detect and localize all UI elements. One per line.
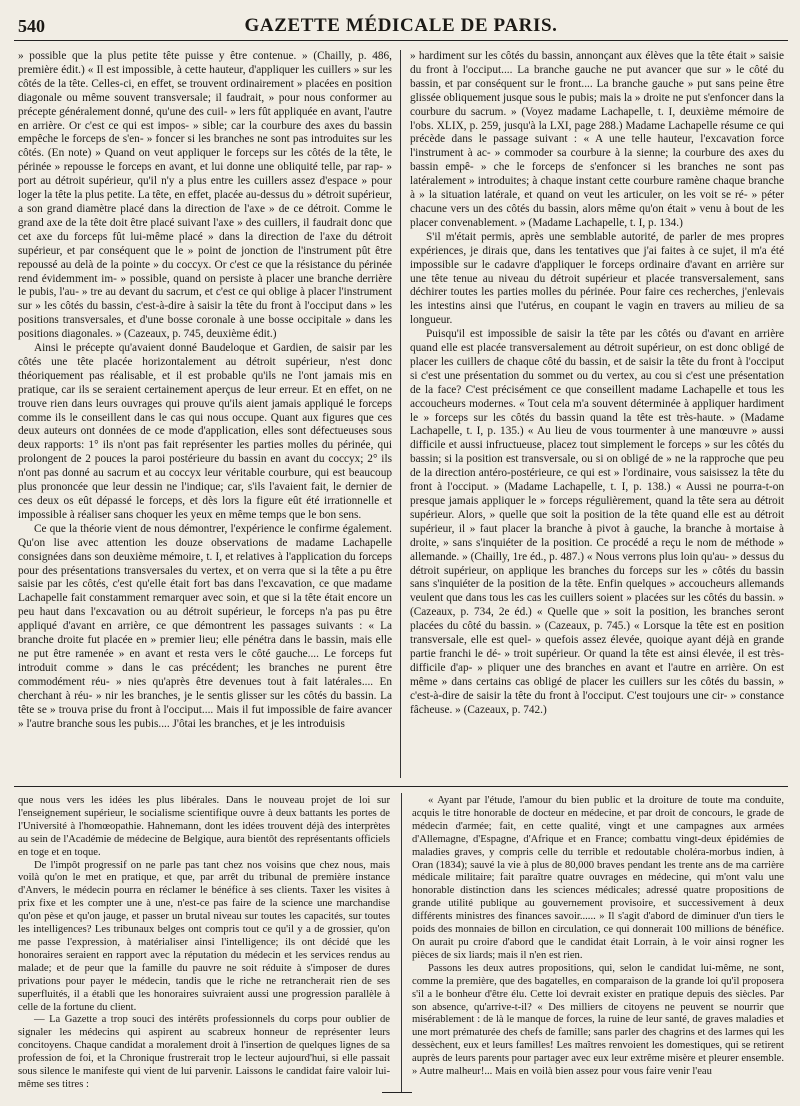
column-divider xyxy=(400,50,401,778)
paragraph: Ce que la théorie vient de nous démontrer, l'expérience le confirme également. Qu'on lise avec attention les douze observations de madame Lachapelle consignées dans son deuxième mémoire, t. I, et relatives à l'application du forceps pour des présentations transversales du vertex, et on verra que si la tête a pu être saisie par les côtés, c'est qu'elle était fort bas dans l'excavation, ce que madame Lachapelle fait constamment remarquer avec soin, et que si la tête était encore un peu haut dans l'excavation ou au détroit supérieur, le forceps n'a pas pu être appliqué d'avant en arrière, ce que démontrent les passages suivants : « La branche droite fut placée en » premier lieu; elle pénétra dans le bassin, mais elle ne put être ramenée » en avant et resta vers le côté gauche.... Le forceps fut introduit comme » dans le cas précédent; les branches ne purent être commodément réu- » nies qu'après être devenues tout à fait latérales.... En cherchant à réu- » nir les branches, je le sentis glisser sur les côtés du bassin. La tête se » trouva prise du front à l'occiput.... Mais il fut impossible de faire avancer » l'autre branche sous les pubis.... J'ôtai les branches, et je les introduisis xyxy=(18,522,392,730)
page-header xyxy=(14,10,788,41)
column-divider xyxy=(401,793,402,1093)
paragraph: De l'impôt progressif on ne parle pas tant chez nos voisins que chez nous, mais voilà qu'on le met en pratique, et que, par arrêt du tribunal de première instance d'Anvers, le médecin pourra en réclamer le bénéfice à ses clients. Taxer les visites à prix fixe et les compter une à une, n'est-ce pas faire de la science une marchandise qu'on pèse et qu'on jauge, et passer un brutal niveau sur toutes les capacités, sur toutes les intelligences? Les tribunaux belges ont compris tout ce qu'il y a de grossier, qu'on me passe l'expression, à matérialiser ainsi l'intelligence; ils ont décidé que les honoraires seraient en rapport avec la réputation du médecin et les services rendus au malade; et de peur que la famille du pauvre ne soit réduite à s'imposer de dures privations pour payer le médecin, tandis que le riche ne retrancherait rien de ses superfluités, il a établi que les honoraires suivraient aussi une progression parallèle à celle de la fortune du client. xyxy=(18,859,390,1013)
chronicle-column-right xyxy=(412,795,784,1095)
newspaper-page xyxy=(14,10,788,1098)
paragraph: » possible que la plus petite tête puisse y être contenue. » (Chailly, p. 486, première édit.) « Il est impossible, à cette hauteur, d'appliquer les cuillers » sur les côtés de la tête. Celles-ci, en effet, se trouvent ordinairement » placées en position diagonale ou même souvent transversale; il faudrait, » pour nous conformer au précepte généralement donné, qu'une des cuil- » lers fût appliquée en avant, l'autre en arrière. Or c'est ce qui est impos- » sible; car la courbure des axes du bassin empêche le forceps de s'en- » foncer si les branches ne sont pas introduites sur les côtés. (En note) » Quand on veut appliquer le forceps sur les côtés de la tête, le périnée » repousse le forceps en avant, et lui donne une obliquité telle, par rap- » port au détroit supérieur, qu'il n'y a plus entre les cuillers assez d'espace » pour loger la tête la plus petite. La tête, en effet, placée au-dessus du » détroit supérieur, a son grand diamètre placé dans la direction de l'axe » de ce détroit. Comme le grand axe de la tête doit être placé suivant l'axe » des cuillers, il faudrait donc que cet axe du forceps fût lui-même placé » dans la direction de l'axe du détroit supérieur, et par conséquent que le » point de jonction de l'instrument pût être repoussé au delà de la pointe » du coccyx. Or c'est ce que la résistance du périnée rend évidemment im- » possible, quand on persiste à placer une branche derrière le pubis, l'au- » tre au devant du sacrum, et c'est ce qui oblige à placer l'instrument sur » les côtés du bassin, c'est-à-dire à saisir la tête du front à l'occiput dans » les positions transversales, et d'une bosse coronale à une bosse occipitale » dans les positions diagonales. » (Cazeaux, p. 745, deuxième édit.) xyxy=(18,50,392,341)
chronicle-section xyxy=(14,786,788,1099)
paragraph: » hardiment sur les côtés du bassin, annonçant aux élèves que la tête était » saisie du front à l'occiput.... La branche gauche ne put avancer que sur » le côté du bassin, et par conséquent sur le front.... La branche gauche » put sans peine être glissée obliquement jusque sous le pubis; mais la » droite ne put s'enfoncer dans la courbure du sacrum. » (Voyez madame Lachapelle, t. I, deuxième mémoire de l'obs. XLIX, p. 259, jusqu'à la LXI, page 288.) Madame Lachapelle résume ce qui précède dans le passage suivant : « A une telle hauteur, l'excavation force l'instrument à ac- » commoder sa courbure à la sienne; la courbure des axes du bassin empê- » che le forceps de s'enfoncer si les branches ne sont pas latéralement » introduites; à chaque instant cette courbure ramène chaque branche à » la situation latérale, et quand on veut les articuler, on les voit se ré- » péter chacune vers un des côtés du bassin, alors même qu'on était » venu à bout de les placer convenablement. » (Madame Lachapelle, t. I, p. 134.) xyxy=(410,50,784,229)
paragraph: « Ayant par l'étude, l'amour du bien public et la droiture de toute ma conduite, acquis le titre honorable de docteur en médecine, et par droit de concours, le grade de médecin d'armée; fait, en cette qualité, vingt et une campagnes aux armées d'Allemagne, d'Espagne, d'Afrique et en France; combattu vingt-deux épidémies de maladies graves, y compris celle du terrible et redoutable choléra-morbus indien, à Oran (1834); sauvé la vie à plus de 80,000 braves pendant les trente ans de ma carrière médicale militaire; fait paraître quatre ouvrages en médecine, qui m'ont valu une honorable distinction dans les sciences médicales; adressé quatre propositions de grande utilité publique au gouvernement provisoire, et successivement à deux différents ministres des finances savoir...... » Il s'agit d'abord de diminuer d'un tiers le poids des monnaies de billon en circulation, ce qui donnerait 100 millions de bénéfice. On aurait pu croire d'abord que le candidat était Lorrain, à le voir ainsi rogner les pièces de six liards; mais il n'en est rien. xyxy=(412,795,784,961)
paragraph: Ainsi le précepte qu'avaient donné Baudeloque et Gardien, de saisir par les côtés une tête placée horizontalement au détroit supérieur, n'est donc théoriquement pas réalisable, et il est probable qu'ils ne l'ont jamais mis en pratique, car ils se seraient certainement aperçus de leur erreur. Et en effet, on ne trouve rien dans leurs ouvrages qui prouve qu'ils aient jamais appliqué le forceps comme ils le conseillent dans le cas qui nous occupe. Quant aux figures que ces deux auteurs ont données de ce mode d'application, elles sont défectueuses sous deux rapports: 1° ils n'ont pas fait représenter les parties molles du périnée, qui prolongent de 2 pouces la paroi postérieure du bassin en avant du coccyx; 2° ils n'ont pas donné au sacrum et au coccyx leur véritable courbure, qui est beaucoup plus prononcée que leur dessin ne l'indique; car, s'ils l'avaient fait, le dernier de ces deux os eût dépassé le forceps, et dès lors la figure eût été irrationnelle et impossible à réaliser sans choquer les yeux en même temps que le bon sens. xyxy=(18,342,392,521)
main-article xyxy=(14,50,788,778)
chronicle-column-left xyxy=(18,795,390,1095)
paragraph: S'il m'était permis, après une semblable autorité, de parler de mes propres expériences, je dirais que, dans les tentatives que j'ai faites à ce sujet, il m'a été impossible sur le cadavre d'appliquer le forceps ordinaire d'avant en arrière sur une tête tenue au niveau du détroit supérieur et placée transversalement, sans déchirer toutes les parties molles du périnée. Pour faire ces recherches, j'enlevais les intestins ainsi que l'utérus, en coupant le vagin en travers au milieu de sa longueur. xyxy=(410,230,784,327)
main-article-column-right xyxy=(410,50,784,778)
paragraph: Puisqu'il est impossible de saisir la tête par les côtés ou d'avant en arrière quand elle est placée transversalement au détroit supérieur, on est donc obligé de placer les cuillers de chaque côté du bassin, et de saisir la tête du front à l'occiput si c'est une présentation du sommet ou du vertex, au cou si c'est une présentation de la face? C'est précisément ce que conseillent madame Lachapelle et tous les accoucheurs modernes. « Tout cela m'a souvent déterminée à appliquer hardiment le » forceps sur les côtés du bassin quand la tête est très-haute. » (Madame Lachapelle, t. I, p. 135.) « Au lieu de vous tourmenter à une manœuvre » aussi difficile et aussi infructueuse, placez tout simplement le forceps » sur les côtés du bassin; si la position est transversale, ou si on obligé de » ne la rapproche que peu de la direction antéro-postérieure, ce qui est » l'ordinaire, vous saisissez la tête du front à l'occiput. » (Madame Lachapelle, t. I, p. 138.) « Aussi ne pourra-t-on presque jamais appliquer le » forceps régulièrement, quand la tête sera au détroit supérieur. Alors, » quelle que soit la position de la tête quand elle est au détroit supérieur, il » faut placer la branche à pivot à gauche, la branche à mortaise à droite, » sans s'inquiéter de la position. Ce procédé a reçu le nom de méthode » allemande. » (Chailly, 1re éd., p. 487.) « Nous verrons plus loin qu'au- » dessus du détroit supérieur, on applique les branches du forceps sur les » côtés du bassin sans s'inquiéter de la position de la tête. Enfin quelques » accoucheurs allemands veulent que dans tous les cas les cuillers soient » placées sur les côtés du bassin. » (Cazeaux, p. 734, 2e éd.) « Quelle que » soit la position, les branches seront placées du côté du bassin. » (Cazeaux, p. 745.) « Lorsque la tête est en position transversale, elle est quel- » quefois assez élevée, quoique ayant déjà en grande partie franchi le dé- » troit supérieur. Or quand la tête est ainsi élevée, il est très-difficile d'ap- » pliquer une des branches en avant et l'autre en arrière. On est même » dans certains cas obligé de placer les cuillers sur les côtés du bassin, » c'est-à-dire de saisir la tête du front à l'occiput. C'est toujours une cir- » constance fâcheuse. » (Cazeaux, p. 742.) xyxy=(410,328,784,716)
paragraph: que nous vers les idées les plus libérales. Dans le nouveau projet de loi sur l'enseignement supérieur, le socialisme scientifique ouvre à deux battants les portes de l'Université à l'homœopathie. Hahnemann, dont les idées trouvent déjà des interprètes au sein de l'Académie de médecine de Belgique, aura bientôt des représentants officiels en toge et en toque. xyxy=(18,795,390,858)
paragraph: Passons les deux autres propositions, qui, selon le candidat lui-même, ne sont, comme la première, que des bagatelles, en comparaison de la grande loi qu'il proposera s'il a le bonheur d'être élu. Cette loi devrait exister en pratique depuis des siècles. Par son absence, qu'arrive-t-il? « Des milliers de citoyens ne peuvent se nourrir que misérablement : de là le manque de forces, la ruine de leur santé, de graves maladies et une mort prématurée des chefs de famille; sans parler des chagrins et des larmes qui les dessèchent, eux et leurs familles! Les maîtres renvoient les domestiques, qui se retirent auprès de leurs parents pour partager avec eux leur extrême misère et pleurer ensemble. » Autre malheur!... Mais en voilà bien assez pour vous faire venir l'eau xyxy=(412,962,784,1078)
section-end-dash xyxy=(382,1092,412,1093)
main-article-column-left xyxy=(18,50,392,778)
page-number: 540 xyxy=(18,16,45,36)
paragraph: — La Gazette a trop souci des intérêts professionnels du corps pour oublier de signaler les médecins qui aspirent au scabreux honneur de représenter leurs concitoyens. Chaque candidat a moralement droit à l'insertion de quelques lignes de sa profession de foi, et la Chronique frustrerait trop le lecteur aujourd'hui, si elle passait sous silence le manifeste qui vient de lui parvenir. Laissons le candidat faire valoir lui-même ses titres : xyxy=(18,1014,390,1090)
journal-title: GAZETTE MÉDICALE DE PARIS. xyxy=(244,15,558,36)
